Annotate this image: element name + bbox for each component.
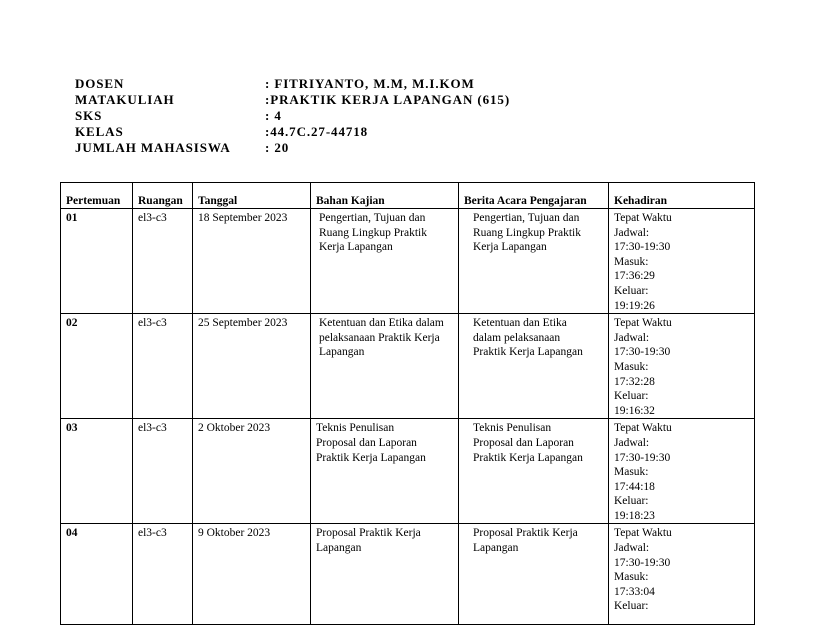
tanggal-cell: 25 September 2023	[193, 314, 311, 419]
kehadiran-line: 17:30-19:30	[614, 346, 671, 359]
kehadiran-line: 17:30-19:30	[614, 451, 671, 464]
kehadiran-cell	[609, 209, 755, 314]
bahan-kajian-cell	[311, 209, 459, 314]
bahan-line: Pengertian, Tujuan dan	[319, 212, 426, 224]
dosen-row	[75, 76, 510, 92]
kehadiran-line: Keluar:	[614, 495, 649, 508]
ruangan-cell: el3-c3	[133, 314, 193, 419]
bahan-line: Teknis Penulisan	[316, 422, 395, 435]
tanggal-cell: 9 Oktober 2023	[193, 524, 311, 625]
table-row	[61, 419, 755, 524]
kehadiran-line: Jadwal:	[614, 436, 650, 449]
table-row	[61, 314, 755, 419]
kehadiran-line: Tepat Waktu	[614, 527, 672, 540]
pertemuan-cell: 03	[61, 419, 133, 524]
kehadiran-line: Tepat Waktu	[614, 317, 672, 330]
kehadiran-line: 17:32:28	[614, 375, 655, 388]
berita-line: Ruang Lingkup Praktik	[473, 226, 581, 239]
ruangan-cell: el3-c3	[133, 209, 193, 314]
kehadiran-line: Jadwal:	[614, 331, 650, 344]
pertemuan-cell: 04	[61, 524, 133, 625]
kehadiran-line: 17:44:18	[614, 480, 655, 493]
col-pertemuan: Pertemuan	[61, 183, 133, 209]
kehadiran-line: Jadwal:	[614, 226, 650, 239]
kehadiran-line: 17:30-19:30	[614, 241, 671, 254]
berita-line: Proposal Praktik Kerja	[473, 527, 578, 540]
bahan-line: Ruang Lingkup Praktik	[319, 226, 427, 239]
berita-acara-cell	[459, 524, 609, 625]
bahan-line: Proposal Praktik Kerja	[316, 527, 421, 540]
kehadiran-line: Tepat Waktu	[614, 422, 672, 435]
table-row	[61, 524, 755, 625]
col-tanggal: Tanggal	[193, 183, 311, 209]
jumlah-mahasiswa-label: JUMLAH MAHASISWA	[75, 140, 231, 155]
kehadiran-line: 17:36:29	[614, 270, 655, 283]
kehadiran-line: Masuk:	[614, 255, 649, 268]
berita-line: Teknis Penulisan	[473, 422, 552, 435]
berita-acara-cell	[459, 419, 609, 524]
kehadiran-line: Masuk:	[614, 571, 649, 584]
bahan-line: Lapangan	[316, 542, 362, 555]
jumlah-mahasiswa-row	[75, 140, 510, 156]
kehadiran-cell	[609, 314, 755, 419]
bahan-line: pelaksanaan Praktik Kerja	[319, 331, 440, 344]
kelas-row	[75, 124, 510, 140]
kehadiran-line: Masuk:	[614, 360, 649, 373]
kehadiran-cell	[609, 524, 755, 625]
kehadiran-line: Jadwal:	[614, 542, 650, 555]
col-ruangan: Ruangan	[133, 183, 193, 209]
tanggal-cell: 18 September 2023	[193, 209, 311, 314]
matakuliah-row	[75, 92, 510, 108]
berita-line: Ketentuan dan Etika	[473, 317, 567, 330]
berita-line: Proposal dan Laporan	[473, 436, 574, 449]
berita-line: Pengertian, Tujuan dan	[473, 212, 580, 224]
kehadiran-cell	[609, 419, 755, 524]
jumlah-mahasiswa-value: : 20	[265, 140, 290, 155]
bahan-kajian-cell	[311, 524, 459, 625]
berita-line: Kerja Lapangan	[473, 241, 547, 254]
kehadiran-line: 17:33:04	[614, 585, 655, 598]
kehadiran-line: Keluar:	[614, 284, 649, 297]
sks-row	[75, 108, 510, 124]
bahan-line: Kerja Lapangan	[319, 241, 393, 254]
kehadiran-line: Keluar:	[614, 600, 649, 613]
table-header-row	[61, 183, 755, 209]
matakuliah-value: :PRAKTIK KERJA LAPANGAN (615)	[265, 92, 511, 107]
ruangan-cell: el3-c3	[133, 524, 193, 625]
bahan-line: Lapangan	[319, 346, 365, 359]
bahan-line: Ketentuan dan Etika dalam	[319, 317, 444, 330]
kehadiran-line: Masuk:	[614, 466, 649, 479]
table-row	[61, 209, 755, 314]
kehadiran-line: 19:19:26	[614, 299, 655, 312]
attendance-table	[60, 182, 755, 625]
kehadiran-line: Tepat Waktu	[614, 212, 672, 224]
kehadiran-line: 17:30-19:30	[614, 556, 671, 569]
col-bahan-kajian: Bahan Kajian	[311, 183, 459, 209]
tanggal-cell: 2 Oktober 2023	[193, 419, 311, 524]
kelas-value: :44.7C.27-44718	[265, 124, 369, 139]
berita-line: Praktik Kerja Lapangan	[473, 346, 583, 359]
berita-acara-cell	[459, 209, 609, 314]
col-kehadiran: Kehadiran	[609, 183, 755, 209]
course-header	[75, 76, 510, 156]
dosen-value: : FITRIYANTO, M.M, M.I.KOM	[265, 76, 475, 91]
bahan-line: Praktik Kerja Lapangan	[316, 451, 426, 464]
dosen-label: DOSEN	[75, 76, 125, 91]
sks-label: SKS	[75, 108, 103, 123]
kehadiran-line: Keluar:	[614, 390, 649, 403]
berita-acara-cell	[459, 314, 609, 419]
pertemuan-cell: 02	[61, 314, 133, 419]
kelas-label: KELAS	[75, 124, 124, 139]
berita-line: Lapangan	[473, 542, 519, 555]
kehadiran-line: 19:18:23	[614, 509, 655, 522]
col-berita-acara: Berita Acara Pengajaran	[459, 183, 609, 209]
ruangan-cell: el3-c3	[133, 419, 193, 524]
berita-line: Praktik Kerja Lapangan	[473, 451, 583, 464]
sks-value: : 4	[265, 108, 282, 123]
bahan-kajian-cell	[311, 314, 459, 419]
bahan-kajian-cell	[311, 419, 459, 524]
bahan-line: Proposal dan Laporan	[316, 436, 417, 449]
kehadiran-line: 19:16:32	[614, 404, 655, 417]
pertemuan-cell: 01	[61, 209, 133, 314]
berita-line: dalam pelaksanaan	[473, 331, 561, 344]
matakuliah-label: MATAKULIAH	[75, 92, 175, 107]
